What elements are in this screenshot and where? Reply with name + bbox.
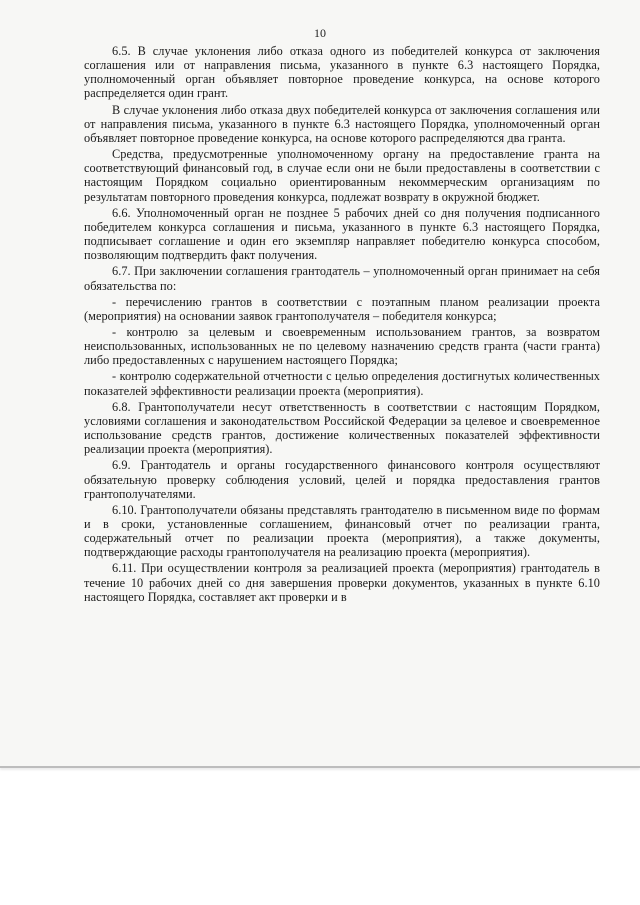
list-item-control: - контролю за целевым и своевременным использованием грантов, за возвратом неиспользованных, использованных не по целевому назначению средств гранта (части гранта) либо предоставленных с нарушением настоящего Порядка; <box>84 324 600 368</box>
list-item-transfer: - перечислению грантов в соответствии с поэтапным планом реализации проекта (мероприятия) на основании заявок грантополучателя – победителя конкурса; <box>84 294 600 323</box>
paragraph-6-7: 6.7. При заключении соглашения грантодатель – уполномоченный орган принимает на себя обязательства по: <box>84 264 600 293</box>
paragraph-funds-return: Средства, предусмотренные уполномоченному органу на предоставление гранта на соответствующий финансовый год, в случае если они не были предоставлены в соответствии с настоящим Порядком социально ориентированным некоммерческим организациям по результатам повторного проведения конкурса, подлежат возврату в окружной бюджет. <box>84 147 600 204</box>
page-number: 10 <box>314 26 326 40</box>
document-body <box>84 44 600 606</box>
paragraph-two-winners: В случае уклонения либо отказа двух победителей конкурса от заключения соглашения или от направления письма, указанного в пункте 6.3 настоящего Порядка, уполномоченный орган объявляет повторное проведение конкурса, на основе которого распределяются два гранта. <box>84 102 600 145</box>
paragraph-6-11: 6.11. При осуществлении контроля за реализацией проекта (мероприятия) грантодатель в течение 10 рабочих дней со дня завершения проверки документов, указанных в пункте 6.10 настоящего Порядка, составляет акт проверки и в <box>84 561 600 604</box>
paragraph-6-8: 6.8. Грантополучатели несут ответственность в соответствии с настоящим Порядком, условиями соглашения и законодательством Российской Федерации за целевое и своевременное использование средств грантов, достижение количественных показателей эффективности реализации проекта (мероприятия). <box>84 399 600 457</box>
paragraph-6-6: 6.6. Уполномоченный орган не позднее 5 рабочих дней со дня получения подписанного победителем конкурса соглашения и письма, указанного в пункте 6.3 настоящего Порядка, подписывает соглашение и один его экземпляр направляет победителю конкурса способом, позволяющим подтвердить факт получения. <box>84 205 600 263</box>
list-item-reporting: - контролю содержательной отчетности с целью определения достигнутых количественных показателей эффективности реализации проекта (мероприятия). <box>84 369 600 398</box>
paragraph-6-10: 6.10. Грантополучатели обязаны представлять грантодателю в письменном виде по формам и в сроки, установленные соглашением, финансовый отчет по реализации гранта, содержательный отчет по реализации проекта (мероприятия), а также документы, подтверждающие расходы грантополучателя на реализацию проекта (мероприятия). <box>84 502 600 560</box>
paragraph-6-5: 6.5. В случае уклонения либо отказа одного из победителей конкурса от заключения соглашения или от направления письма, указанного в пункте 6.3 настоящего Порядка, уполномоченный орган объявляет повторное проведение конкурса, на основе которого распределяется один грант. <box>84 44 600 101</box>
paragraph-6-9: 6.9. Грантодатель и органы государственного финансового контроля осуществляют обязательную проверку соблюдения условий, целей и порядка предоставления грантов грантополучателями. <box>84 458 600 501</box>
